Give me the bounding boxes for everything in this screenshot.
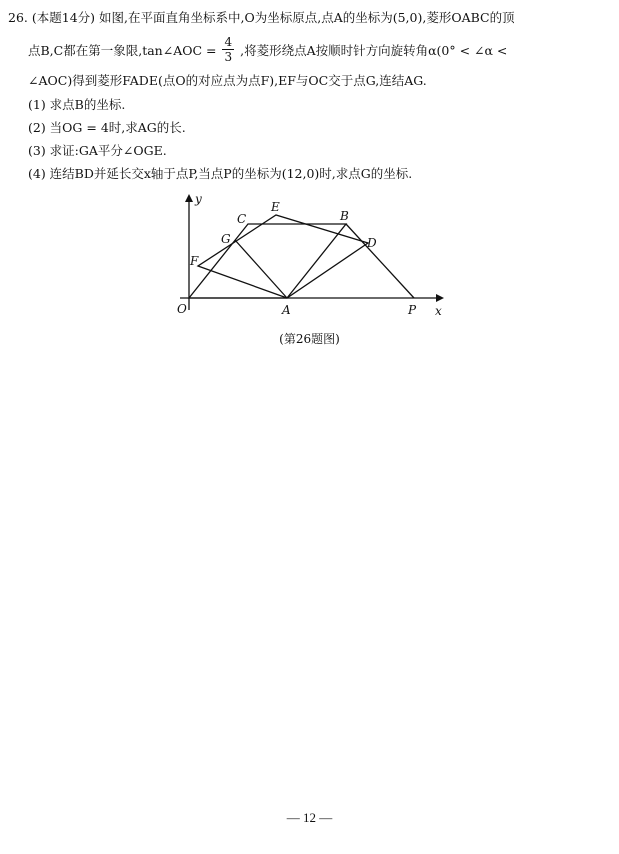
label-x: x xyxy=(435,304,442,318)
question-4: (4) 连结BD并延长交x轴于点P,当点P的坐标为(12,0)时,求点G的坐标. xyxy=(28,166,413,181)
label-g: G xyxy=(221,232,231,246)
tan-numerator: 4 xyxy=(224,35,233,49)
figure-caption: (第26题图) xyxy=(279,332,340,346)
problem-line-2 xyxy=(28,35,508,65)
label-p: P xyxy=(408,303,417,317)
label-f: F xyxy=(190,254,199,268)
label-d: D xyxy=(367,236,377,250)
label-b: B xyxy=(340,209,349,223)
tan-denominator: 3 xyxy=(224,50,233,64)
geometry-svg xyxy=(160,190,460,325)
problem-line-2-pre: 点B,C都在第一象限,tan∠AOC = xyxy=(28,43,217,58)
problem-points: (本题14分) xyxy=(31,10,96,25)
segment-bp xyxy=(346,224,414,298)
question-2: (2) 当OG = 4时,求AG的长. xyxy=(28,120,186,135)
tan-fraction xyxy=(222,36,234,63)
question-1: (1) 求点B的坐标. xyxy=(28,97,126,112)
rhombus-oabc xyxy=(189,224,346,298)
page-number: — 12 — xyxy=(286,810,333,825)
label-o: O xyxy=(177,302,187,316)
problem-line-3: ∠AOC)得到菱形FADE(点O的对应点为点F),EF与OC交于点G,连结AG. xyxy=(28,73,427,88)
label-a: A xyxy=(282,303,291,317)
problem-intro-text: 如图,在平面直角坐标系中,O为坐标原点,点A的坐标为(5,0),菱形OABC的顶 xyxy=(99,10,515,25)
label-y: y xyxy=(195,192,202,206)
question-3: (3) 求证:GA平分∠OGE. xyxy=(28,143,167,158)
problem-line-2-post: ,将菱形绕点A按顺时针方向旋转角α(0° < ∠α < xyxy=(240,43,508,58)
geometry-figure xyxy=(160,190,460,325)
label-c: C xyxy=(237,212,247,226)
problem-line-1 xyxy=(8,8,515,26)
problem-number: 26. xyxy=(8,10,28,25)
label-e: E xyxy=(271,200,280,214)
